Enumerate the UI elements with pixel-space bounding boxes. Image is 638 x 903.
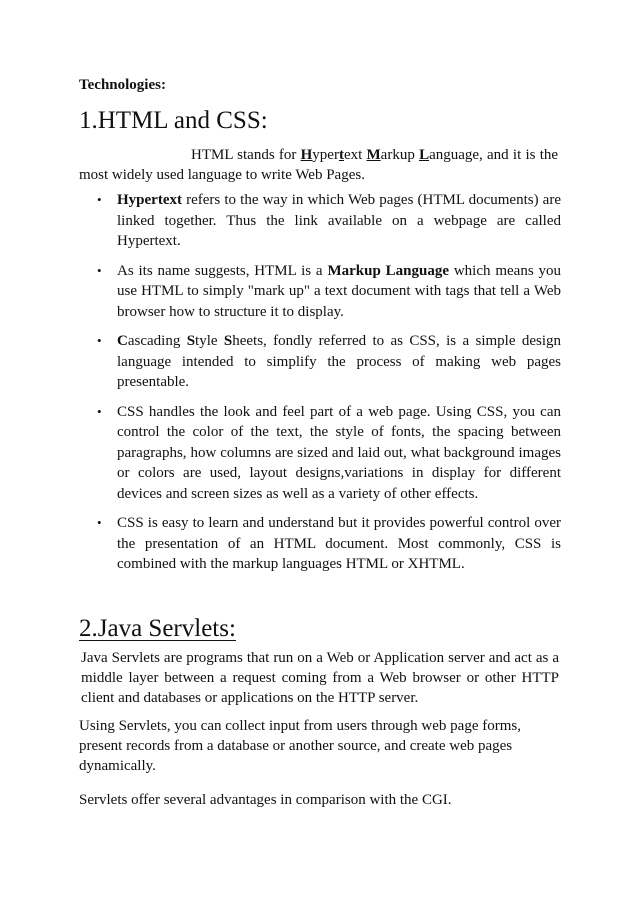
section-heading-html-css: 1.HTML and CSS:	[79, 107, 268, 134]
section-heading-java-servlets: 2.Java Servlets:	[79, 615, 236, 642]
html-intro-paragraph: HTML stands for Hypertext Markup Language, and it is the most widely used language to write Web Pages.	[79, 147, 559, 183]
bullet-css-easy-to-learn: • CSS is easy to learn and understand but it provides powerful control over the presentation of an HTML document. Most commonly, CSS is combined with the markup languages HTML or XHTML.	[79, 513, 561, 575]
bullet-css-look-and-feel: • CSS handles the look and feel part of a web page. Using CSS, you can control the color of the text, the style of fonts, the spacing between paragraphs, how columns are sized and laid out, what background images or colors are used, layout designs,variations in display for different devices and screen sizes as well as a variety of other effects.	[79, 402, 561, 505]
html-css-bullet-list	[79, 190, 561, 575]
servlets-paragraph-3: Servlets offer several advantages in comparison with the CGI.	[79, 792, 452, 808]
servlets-paragraph-2: Using Servlets, you can collect input from users through web page forms, present records from a database or another source, and create web pages dynamically.	[79, 718, 521, 774]
servlets-paragraph-1: Java Servlets are programs that run on a Web or Application server and act as a middle layer between a request coming from a Web browser or other HTTP client and databases or applications on the HTTP server.	[81, 650, 559, 706]
bullet-cascading-style-sheets: • Cascading Style Sheets, fondly referred to as CSS, is a simple design language intended to simplify the process of making web pages presentable.	[79, 331, 561, 393]
technologies-heading: Technologies:	[79, 77, 166, 93]
bullet-hypertext: • Hypertext refers to the way in which Web pages (HTML documents) are linked together. Thus the link available on a webpage are called Hypertext.	[79, 190, 561, 252]
bullet-markup-language: • As its name suggests, HTML is a Markup Language which means you use HTML to simply "mark up" a text document with tags that tell a Web browser how to structure it to display.	[79, 261, 561, 323]
